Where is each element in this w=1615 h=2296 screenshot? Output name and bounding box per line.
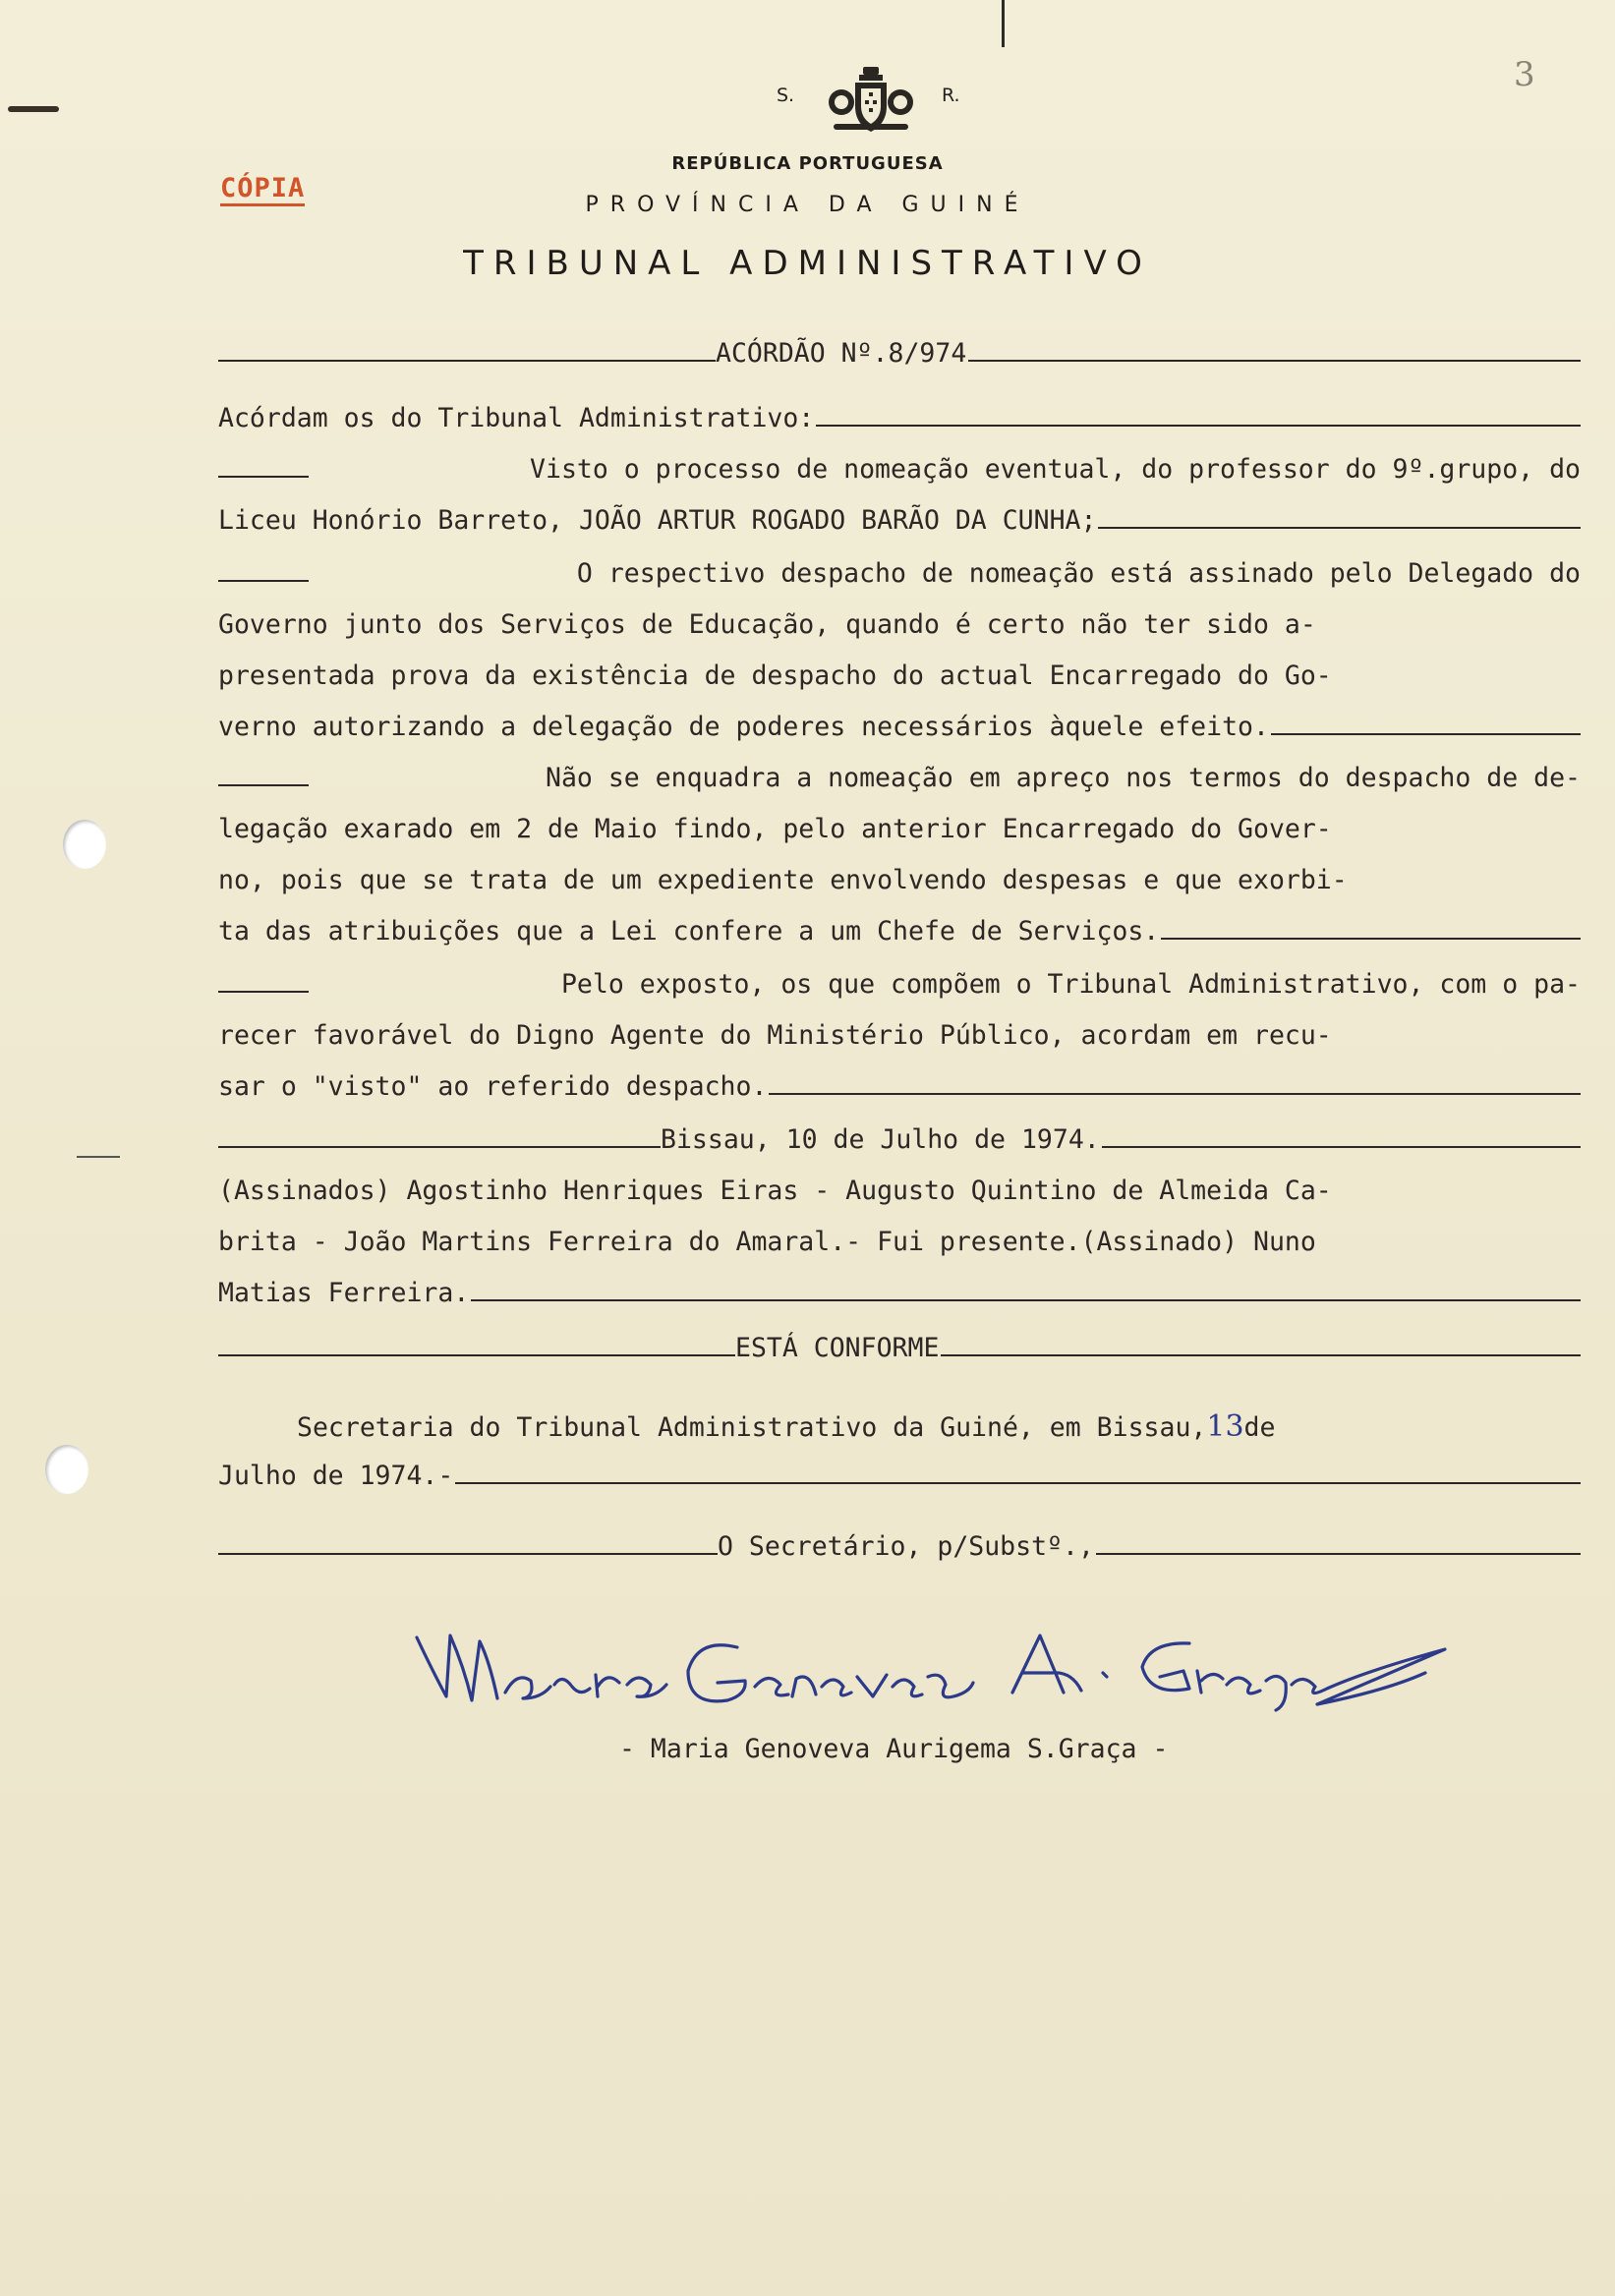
rule-line [218,969,309,993]
rule-line [218,558,309,582]
rule-line [1096,1531,1581,1555]
text-line-content: presentada prova da existência de despacho do actual Encarregado do Go- [218,660,1332,691]
text-line-content: legação exarado em 2 de Maio findo, pelo anterior Encarregado do Gover- [218,814,1332,844]
text-line-content: Julho de 1974.- [218,1461,454,1491]
ruling-title-line [218,338,1581,377]
copy-stamp: CÓPIA [220,175,305,206]
tribunal-heading: TRIBUNAL ADMINISTRATIVO [463,244,1152,283]
text-line [218,660,1581,700]
edge-stain [8,106,59,112]
text-line [218,505,1581,545]
edge-line-mark [77,1156,120,1158]
text-line [218,558,1581,598]
text-line-content: Liceu Honório Barreto, JOÃO ARTUR ROGADO BARÃO DA CUNHA; [218,505,1097,536]
text-line-content: Não se enquadra a nomeação em apreço nos termos do despacho de de- [546,763,1581,793]
rule-line [816,403,1581,427]
rule-line [218,1531,718,1555]
text-line [218,1227,1581,1266]
text-line-content: de [1243,1412,1276,1443]
rule-line [471,1278,1581,1301]
secretary-title: O Secretário, p/Substº., [718,1531,1094,1562]
text-line-content: verno autorizando a delegação de poderes necessários àquele efeito. [218,712,1269,742]
handwritten-signature [403,1602,1484,1740]
text-line [218,763,1581,802]
rule-line [968,338,1581,362]
conformity-label: ESTÁ CONFORME [735,1333,940,1363]
province-heading: PROVÍNCIA DA GUINÉ [585,193,1030,217]
text-line-content: Secretaria do Tribunal Administrativo da Guiné, em Bissau, [297,1412,1207,1443]
text-line-content: Bissau, 10 de Julho de 1974. [661,1124,1100,1155]
rule-line [218,338,716,362]
secretariat-line [297,1409,1581,1449]
text-line-content: Visto o processo de nomeação eventual, do professor do 9º.grupo, do [530,454,1581,485]
page-number: 3 [1514,55,1535,94]
rule-line [1161,916,1581,940]
text-line-content: brita - João Martins Ferreira do Amaral.- Fui presente.(Assinado) Nuno [218,1227,1316,1257]
rule-line [218,763,309,786]
seal-letter-left: S. [777,85,795,106]
text-line [218,969,1581,1008]
ruling-title: ACÓRDÃO Nº.8/974 [716,338,967,369]
date-line [218,1124,1581,1164]
text-line-content: recer favorável do Digno Agente do Ministério Público, acordam em recu- [218,1020,1332,1051]
text-line [218,865,1581,904]
text-line-content: O respectivo despacho de nomeação está assinado pelo Delegado do [576,558,1581,589]
text-line-content: (Assinados) Agostinho Henriques Eiras - Augusto Quintino de Almeida Ca- [218,1176,1332,1206]
secretary-title-line [218,1531,1581,1571]
rule-line [769,1071,1581,1095]
text-line [218,1071,1581,1111]
signatory-name: - Maria Genoveva Aurigema S.Graça - [619,1734,1169,1764]
text-line [218,609,1581,649]
rule-line [218,454,309,478]
conformity-line [218,1333,1581,1372]
text-line [218,1020,1581,1060]
punch-hole-top [63,820,106,869]
text-line-content: ta das atribuições que a Lei confere a um Chefe de Serviços. [218,916,1160,947]
rule-line [1102,1124,1581,1148]
republic-heading: REPÚBLICA PORTUGUESA [671,153,944,174]
rule-line [218,1124,661,1148]
text-line-content: Matias Ferreira. [218,1278,470,1308]
punch-hole-bottom [45,1445,88,1494]
text-line [218,454,1581,493]
text-line [218,1176,1581,1215]
text-line [218,712,1581,751]
text-line-content: sar o "visto" ao referido despacho. [218,1071,768,1102]
rule-line [941,1333,1581,1356]
text-line-content: no, pois que se trata de um expediente envolvendo despesas e que exorbi- [218,865,1348,895]
text-line [218,814,1581,853]
handwritten-day: 13 [1206,1409,1244,1444]
rule-line [455,1461,1581,1484]
text-line [218,403,1581,442]
text-line-content: Governo junto dos Serviços de Educação, quando é certo não ter sido a- [218,609,1316,640]
coat-of-arms-icon [828,63,914,142]
rule-line [1271,712,1581,735]
rule-line [1098,505,1581,529]
secretariat-line-2 [218,1461,1581,1500]
top-margin-mark [1002,0,1005,47]
text-line [218,1278,1581,1317]
rule-line [218,1333,735,1356]
text-line [218,916,1581,955]
text-line-content: Pelo exposto, os que compõem o Tribunal Administrativo, com o pa- [560,969,1581,1000]
seal-block [757,63,993,142]
text-line-content: Acórdam os do Tribunal Administrativo: [218,403,815,433]
seal-letter-right: R. [942,85,960,106]
